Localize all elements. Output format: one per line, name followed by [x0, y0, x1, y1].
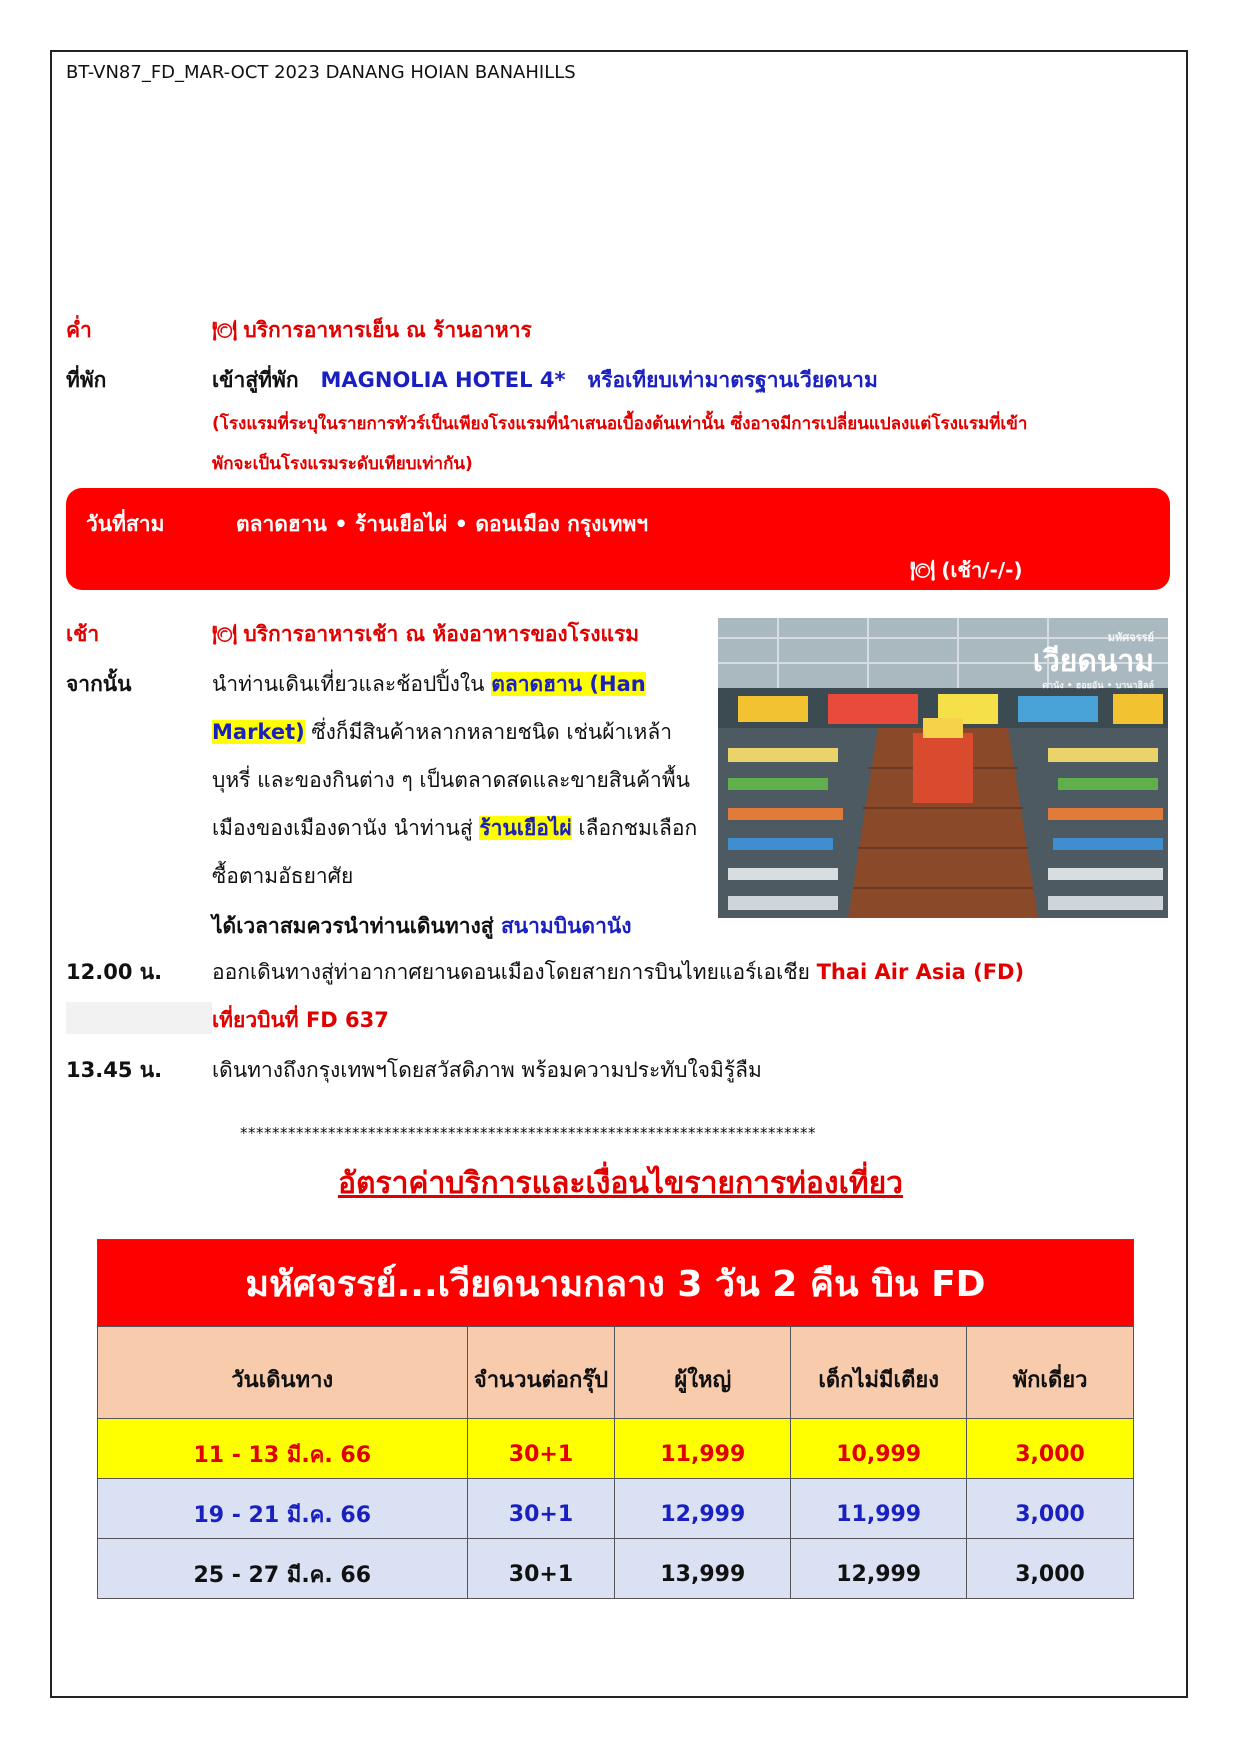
table-row: [98, 1479, 1134, 1539]
photo-logo-sub: ดานัง • ฮอยอัน • บานาฮิลล์: [1042, 681, 1154, 691]
hotel-suffix: หรือเทียบเท่ามาตรฐานเวียดนาม: [587, 368, 878, 392]
departure-line: [212, 956, 1024, 989]
header-travel-date: วันเดินทาง: [98, 1327, 468, 1419]
header-child-no-bed: เด็กไม่มีเตียง: [791, 1327, 967, 1419]
cell-adult: 12,999: [615, 1479, 791, 1539]
han-market-paragraph: [212, 660, 702, 900]
cell-date: 19 - 21 มี.ค. 66: [98, 1479, 468, 1539]
cell-child: 11,999: [791, 1479, 967, 1539]
hotel-label: ที่พัก: [66, 368, 107, 392]
cell-date: 25 - 27 มี.ค. 66: [98, 1539, 468, 1599]
table-row: [98, 1419, 1134, 1479]
hotel-note-line1: (โรงแรมที่ระบุในรายการทัวร์เป็นเพียงโรงแรมที่นำเสนอเบื้องต้นเท่านั้น ซึ่งอาจมีการเปลี่ยนแปลงแต่โรงแรมที่เข้า: [212, 414, 1028, 434]
cell-group: 30+1: [467, 1539, 615, 1599]
airline-name: Thai Air Asia (FD): [816, 960, 1025, 984]
han-market-highlight: ตลาดฮาน (Han Market): [212, 672, 646, 744]
cell-single: 3,000: [967, 1479, 1134, 1539]
cell-child: 10,999: [791, 1419, 967, 1479]
cell-single: 3,000: [967, 1539, 1134, 1599]
dinner-text: บริการอาหารเย็น ณ ร้านอาหาร: [243, 318, 532, 342]
plate-icon: 🍽: [910, 558, 936, 582]
flight-number: เที่ยวบินที่ FD 637: [212, 1008, 389, 1032]
breakfast-line: [212, 618, 639, 651]
shop-highlight: ร้านเยือไผ่: [479, 816, 572, 840]
cell-single: 3,000: [967, 1419, 1134, 1479]
airport-name: สนามบินดานัง: [500, 914, 632, 938]
departure-time: 12.00 น.: [66, 960, 163, 984]
breakfast-label: เช้า: [66, 622, 100, 646]
han-market-photo: [718, 618, 1168, 918]
para-text-3: เลือกชมเลือกซื้อตามอัธยาศัย: [212, 816, 698, 888]
photo-logo-top: มหัศจรรย์: [1107, 631, 1154, 644]
to-airport-line: [212, 910, 631, 943]
cell-adult: 13,999: [615, 1539, 791, 1599]
hotel-name: MAGNOLIA HOTEL 4*: [320, 368, 566, 392]
day3-meals: [910, 554, 1023, 586]
photo-logo-main: เวียดนาม: [1032, 644, 1154, 679]
departure-text: ออกเดินทางสู่ท่าอากาศยานดอนเมืองโดยสายการบินไทยแอร์เอเชีย: [212, 960, 817, 984]
star-separator: ************************************************************************: [240, 1124, 816, 1142]
day3-label: วันที่สาม: [86, 512, 165, 536]
breakfast-text: บริการอาหารเช้า ณ ห้องอาหารของโรงแรม: [243, 622, 640, 646]
arrival-text: เดินทางถึงกรุงเทพฯโดยสวัสดิภาพ พร้อมความประทับใจมิรู้ลืม: [212, 1058, 762, 1082]
plate-icon: 🍽: [212, 622, 238, 646]
dinner-line: [212, 314, 532, 347]
day3-route: ตลาดฮาน • ร้านเยือไผ่ • ดอนเมือง กรุงเทพฯ: [236, 512, 649, 536]
section-title: อัตราค่าบริการและเงื่อนไขรายการท่องเที่ยว: [337, 1166, 904, 1201]
document-code: BT-VN87_FD_MAR-OCT 2023 DANANG HOIAN BANAHILLS: [66, 62, 576, 83]
arrival-time: 13.45 น.: [66, 1058, 163, 1082]
hotel-prefix: เข้าสู่ที่พัก: [212, 368, 299, 392]
dinner-label: ค่ำ: [66, 318, 92, 342]
header-group-size: จำนวนต่อกรุ๊ป: [467, 1327, 615, 1419]
then-label: จากนั้น: [66, 672, 132, 696]
cell-child: 12,999: [791, 1539, 967, 1599]
plate-icon: 🍽: [212, 318, 238, 342]
header-single-supplement: พักเดี่ยว: [967, 1327, 1134, 1419]
table-row: [98, 1539, 1134, 1599]
header-adult: ผู้ใหญ่: [615, 1327, 791, 1419]
para-text-2: ซึ่งก็มีสินค้าหลากหลายชนิด เช่นผ้าเหล้า บุหรี่ และของกินต่าง ๆ เป็นตลาดสดและขายสินค้าพื้นเมืองของเมืองดานัง นำท่านสู่: [212, 720, 691, 840]
para-text-1: นำท่านเดินเที่ยวและช้อปปิ้งใน: [212, 672, 492, 696]
hotel-note-line2: พักจะเป็นโรงแรมระดับเทียบเท่ากัน): [212, 454, 473, 474]
cell-group: 30+1: [467, 1419, 615, 1479]
hotel-line: [212, 364, 878, 397]
cell-date: 11 - 13 มี.ค. 66: [98, 1419, 468, 1479]
photo-logo: [1033, 628, 1154, 692]
cell-group: 30+1: [467, 1479, 615, 1539]
price-table-title: มหัศจรรย์...เวียดนามกลาง 3 วัน 2 คืน บิน FD: [98, 1240, 1134, 1327]
price-table: [97, 1239, 1134, 1599]
day3-banner: [66, 488, 1170, 590]
day3-meals-text: (เช้า/-/-): [941, 558, 1023, 582]
cell-adult: 11,999: [615, 1419, 791, 1479]
gray-bar: [66, 1002, 212, 1034]
to-airport-prefix: ได้เวลาสมควรนำท่านเดินทางสู่: [212, 914, 501, 938]
